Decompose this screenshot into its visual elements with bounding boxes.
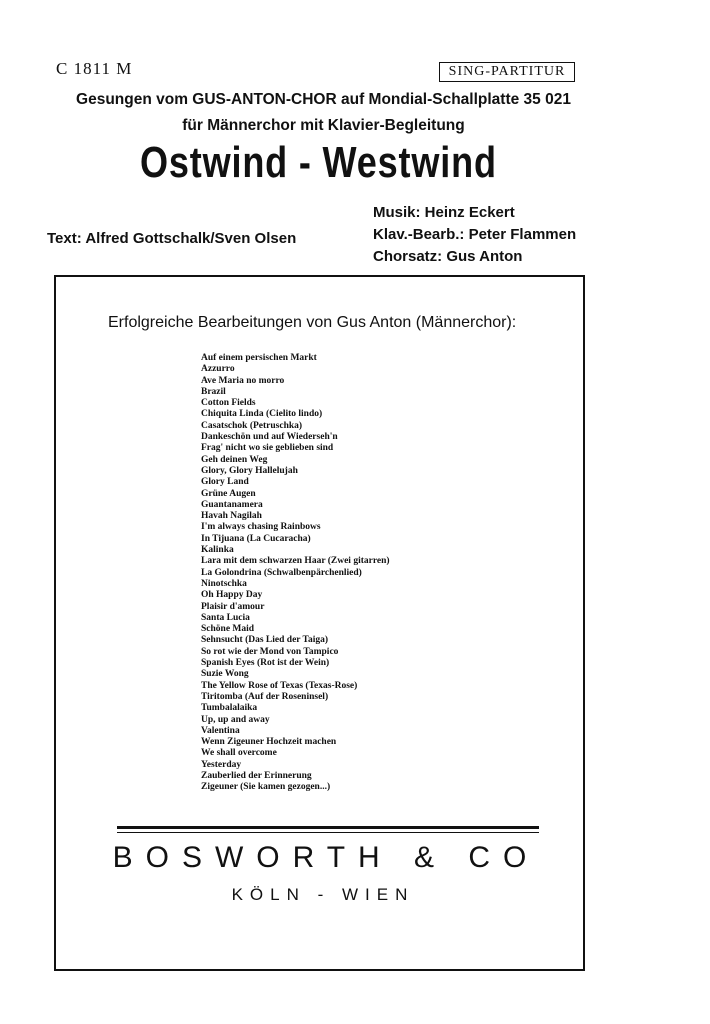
song-list-item: Casatschok (Petruschka): [201, 420, 303, 431]
choral-setting-credit: Chorsatz: Gus Anton: [373, 248, 523, 265]
song-list-item: Kalinka: [201, 545, 234, 556]
song-list-item: Frag' nicht wo sie geblieben sind: [201, 443, 334, 454]
song-list-item: Tumbalalaika: [201, 703, 258, 714]
song-list-item: Azzurro: [201, 364, 235, 375]
song-list-item: So rot wie der Mond von Tampico: [201, 646, 339, 657]
publisher-cities: KÖLN - WIEN: [231, 885, 415, 904]
song-list-item: We shall overcome: [201, 748, 277, 759]
song-list: [201, 353, 390, 794]
song-list-item: Schöne Maid: [201, 624, 255, 635]
song-list-item: Geh deinen Weg: [201, 454, 268, 465]
song-list-item: Yesterday: [201, 759, 242, 770]
song-list-item: Suzie Wong: [201, 669, 249, 680]
catalog-heading: Erfolgreiche Bearbeitungen von Gus Anton (Männerchor):: [108, 314, 517, 331]
song-list-item: Spanish Eyes (Rot ist der Wein): [201, 658, 330, 669]
song-list-item: Oh Happy Day: [201, 590, 263, 601]
song-list-item: Dankeschön und auf Wiederseh'n: [201, 432, 338, 443]
song-list-item: La Golondrina (Schwalbenpärchenlied): [201, 567, 362, 578]
publisher-name: BOSWORTH & CO: [112, 841, 540, 874]
song-list-item: Sehnsucht (Das Lied der Taiga): [201, 635, 329, 646]
song-list-item: Zigeuner (Sie kamen gezogen...): [201, 782, 331, 793]
song-list-item: Havah Nagilah: [201, 511, 262, 522]
song-list-item: Up, up and away: [201, 714, 270, 725]
song-list-item: Lara mit dem schwarzen Haar (Zwei gitarren): [201, 556, 390, 567]
song-list-item: Grüne Augen: [201, 488, 256, 499]
song-list-item: In Tijuana (La Cucaracha): [201, 533, 311, 544]
song-list-item: Brazil: [201, 386, 226, 397]
song-list-item: Zauberlied der Erinnerung: [201, 770, 312, 781]
song-list-item: The Yellow Rose of Texas (Texas-Rose): [201, 680, 358, 691]
music-credits: [373, 202, 576, 268]
recording-line: Gesungen vom GUS-ANTON-CHOR auf Mondial-Schallplatte 35 021: [76, 91, 571, 108]
song-list-item: Ave Maria no morro: [201, 375, 285, 386]
composer-credit: Musik: Heinz Eckert: [373, 204, 515, 221]
song-list-item: Santa Lucia: [201, 612, 250, 623]
divider-thick: [117, 826, 539, 829]
song-list-item: Wenn Zigeuner Hochzeit machen: [201, 737, 337, 748]
song-list-item: Valentina: [201, 725, 240, 736]
lyrics-credit: Text: Alfred Gottschalk/Sven Olsen: [47, 230, 297, 247]
piano-arranger-credit: Klav.-Bearb.: Peter Flammen: [373, 226, 577, 243]
edition-label: SING-PARTITUR: [439, 62, 575, 82]
song-list-item: Glory Land: [201, 477, 249, 488]
song-list-item: Plaisir d'amour: [201, 601, 265, 612]
arrangement-line: für Männerchor mit Klavier-Begleitung: [182, 117, 465, 134]
divider-thin: [117, 832, 539, 833]
song-list-item: Tiritomba (Auf der Roseninsel): [201, 691, 329, 702]
song-list-item: I'm always chasing Rainbows: [201, 522, 321, 533]
catalog-box: [54, 275, 585, 971]
catalog-number: C 1811 M: [56, 59, 133, 78]
song-list-item: Chiquita Linda (Cielito lindo): [201, 409, 323, 420]
song-title: Ostwind - Westwind: [139, 138, 497, 187]
song-list-item: Guantanamera: [201, 499, 263, 510]
song-list-item: Cotton Fields: [201, 398, 256, 409]
song-list-item: Ninotschka: [201, 578, 247, 589]
song-list-item: Glory, Glory Hallelujah: [201, 465, 298, 476]
song-list-item: Auf einem persischen Markt: [201, 353, 317, 363]
